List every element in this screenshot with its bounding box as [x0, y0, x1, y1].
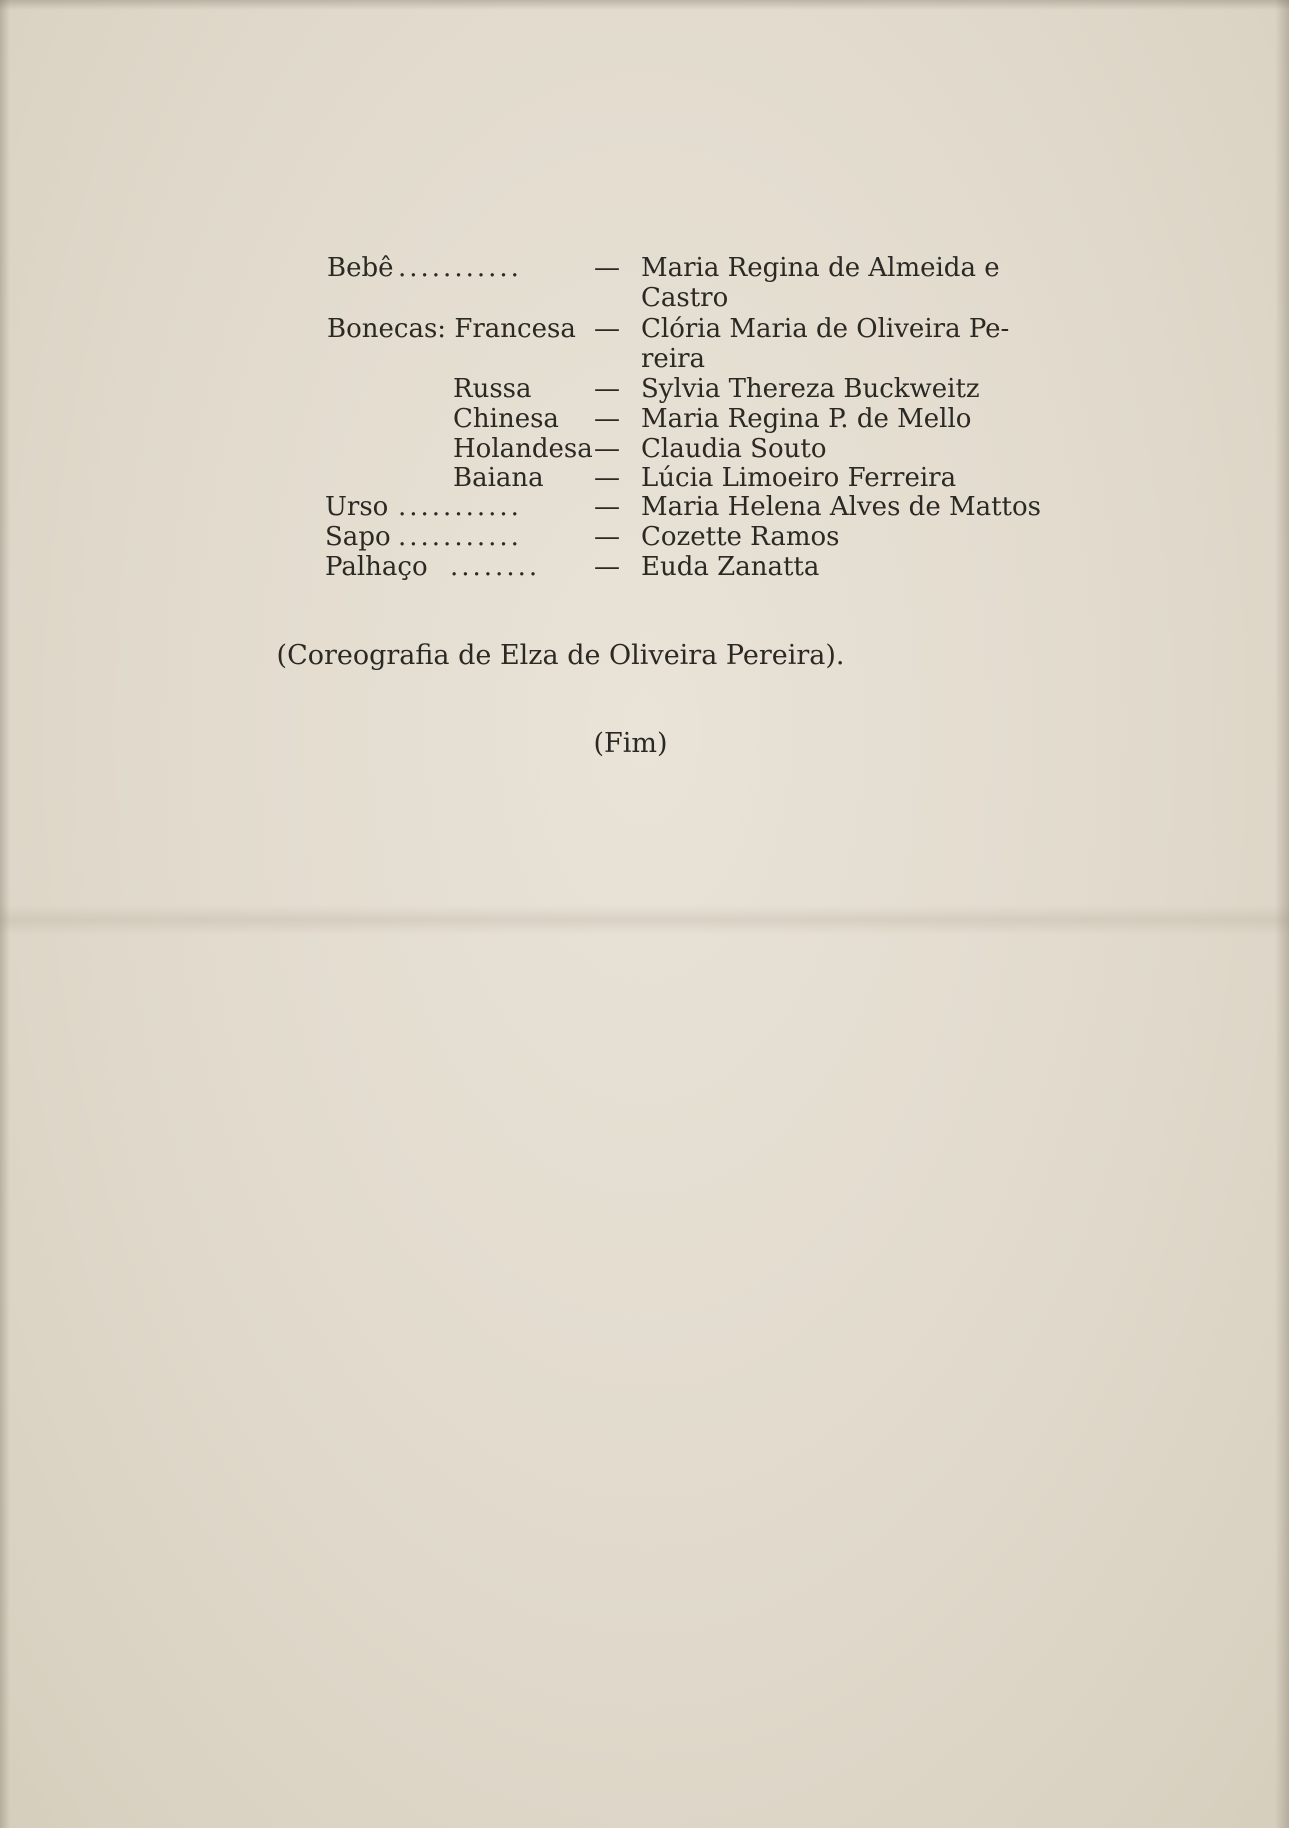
cast-actor-line: reira: [641, 344, 706, 374]
cast-actor-line: Lúcia Limoeiro Ferreira: [641, 463, 957, 493]
paper-fold-crease: [0, 905, 1289, 935]
cast-role: Baiana: [453, 463, 544, 493]
cast-actor-line: Cozette Ramos: [641, 522, 840, 552]
cast-dash: —: [594, 552, 620, 582]
cast-row-sapo: [0, 522, 1289, 552]
cast-row-urso: [0, 492, 1289, 522]
cast-role: Holandesa: [453, 434, 593, 464]
cast-row-francesa: [0, 314, 1289, 374]
cast-actor-line: Sylvia Thereza Buckweitz: [641, 374, 980, 404]
cast-dash: —: [594, 492, 620, 522]
cast-actor-line: Euda Zanatta: [641, 552, 820, 582]
cast-dash: —: [594, 374, 620, 404]
cast-dots: ...........: [398, 522, 522, 552]
paper-edge-top: [0, 0, 1289, 10]
cast-row-bebe: [0, 253, 1289, 313]
cast-dash: —: [594, 434, 620, 464]
cast-role: Sapo: [325, 522, 391, 552]
cast-dash: —: [594, 522, 620, 552]
cast-actor-line: Maria Helena Alves de Mattos: [641, 492, 1041, 522]
end-marker: (Fim): [593, 728, 668, 759]
cast-role: Bebê: [327, 253, 394, 283]
cast-row-chinesa: [0, 404, 1289, 434]
cast-role: Russa: [453, 374, 532, 404]
cast-dash: —: [594, 463, 620, 493]
cast-actor-line: Clória Maria de Oliveira Pe-: [641, 314, 1010, 344]
cast-actor-line: Maria Regina P. de Mello: [641, 404, 972, 434]
cast-role: Palhaço: [325, 552, 428, 582]
cast-role: Bonecas: Francesa: [327, 314, 576, 344]
choreography-credit: (Coreografia de Elza de Oliveira Pereira).: [276, 640, 845, 671]
cast-dots: ........: [450, 552, 541, 582]
cast-dash: —: [594, 253, 620, 283]
cast-actor-line: Claudia Souto: [641, 434, 827, 464]
cast-row-holandesa: [0, 434, 1289, 464]
cast-actor-line: Castro: [641, 283, 729, 313]
cast-role: Urso: [325, 492, 389, 522]
cast-actor-line: Maria Regina de Almeida e: [641, 253, 1000, 283]
cast-row-palhaco: [0, 552, 1289, 582]
cast-role: Chinesa: [453, 404, 559, 434]
cast-dots: ...........: [398, 253, 522, 283]
cast-row-baiana: [0, 463, 1289, 493]
cast-dash: —: [594, 404, 620, 434]
cast-row-russa: [0, 374, 1289, 404]
cast-dots: ...........: [398, 492, 522, 522]
cast-dash: —: [594, 314, 620, 344]
